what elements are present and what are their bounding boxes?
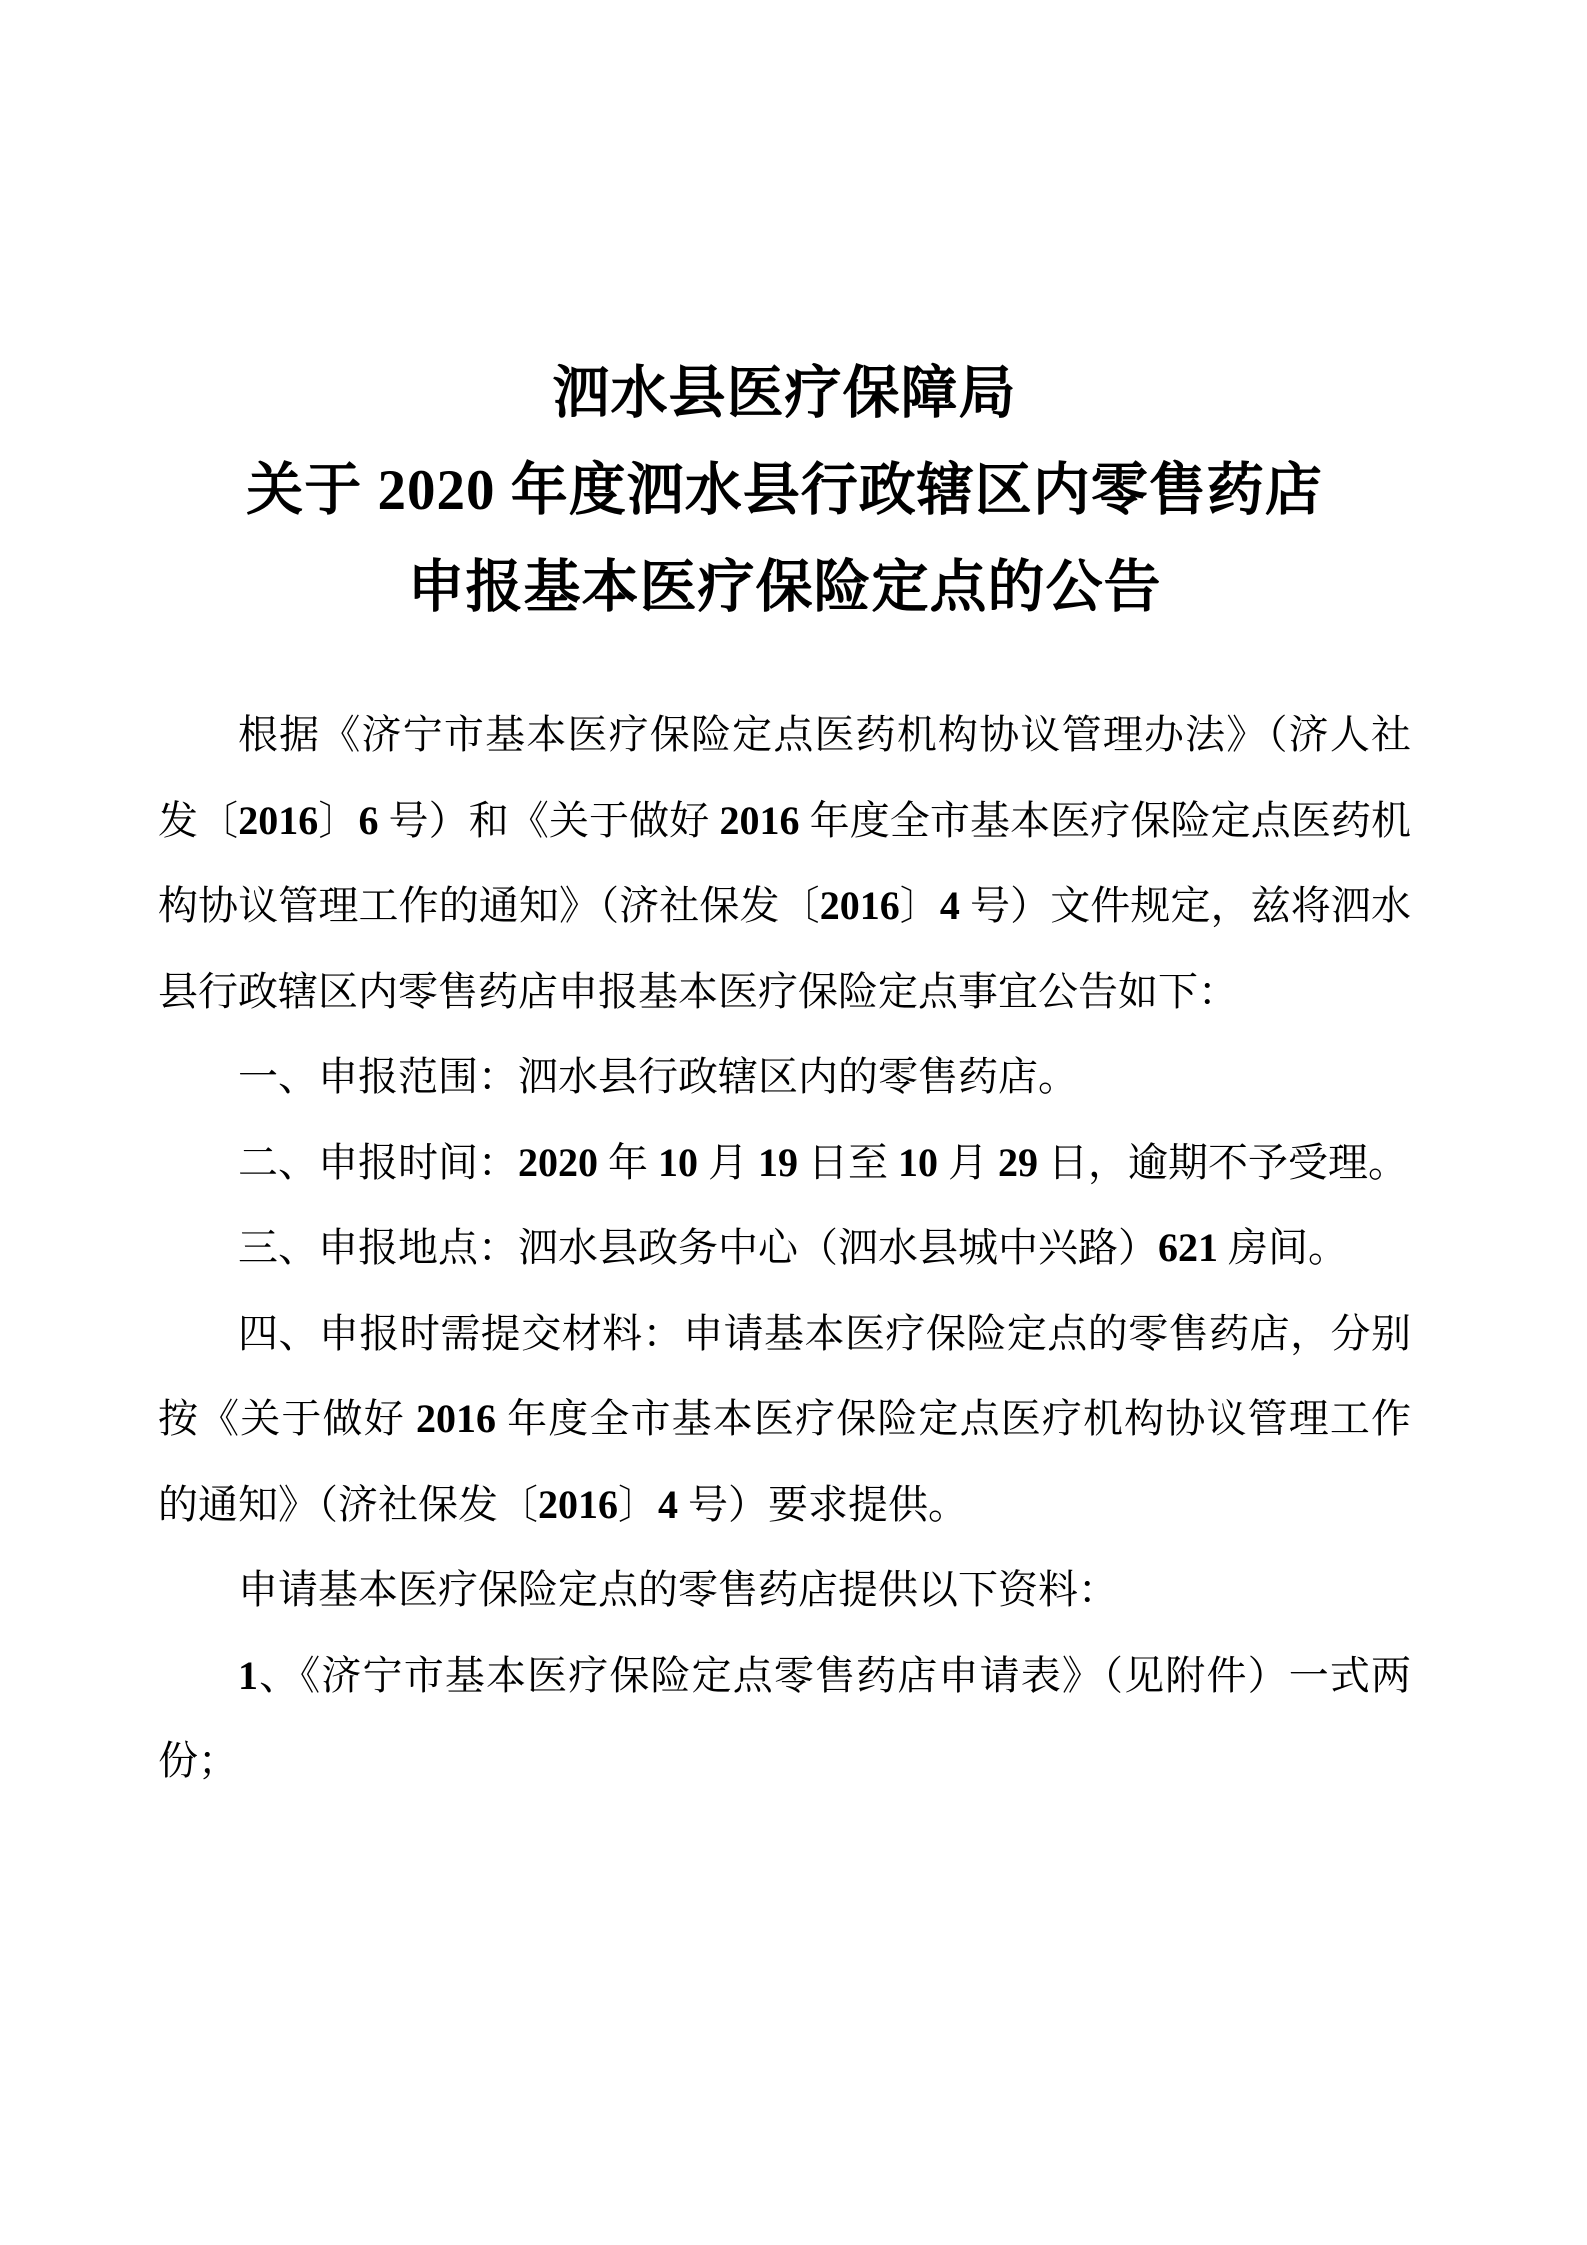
- text-segment: 〕: [318, 797, 359, 843]
- number-segment: 10: [658, 1139, 698, 1185]
- text-segment: 三、申报地点：泗水县政务中心（泗水县城中兴路）: [238, 1225, 1158, 1270]
- text-segment: 日，逾期不予受理。: [1038, 1139, 1408, 1185]
- paragraph-materials-intro: [158, 1547, 1411, 1633]
- document-title: [158, 345, 1411, 636]
- text-segment: 〕: [899, 883, 940, 928]
- text-segment: 年度全市基本医疗保险定点医药机构协议管理工作的通知》（济社保发〔: [158, 797, 1412, 928]
- number-segment: 621: [1158, 1225, 1218, 1270]
- text-segment: 申请基本医疗保险定点的零售药店提供以下资料：: [238, 1567, 1118, 1612]
- document-body: [158, 692, 1411, 1804]
- number-segment: 2016: [538, 1481, 618, 1527]
- text-segment: 、《济宁市基本医疗保险定点零售药店申请表》（见附件）一式两份；: [158, 1652, 1411, 1783]
- number-segment: 10: [898, 1139, 938, 1185]
- number-segment: 4: [939, 883, 960, 928]
- number-segment: 4: [658, 1481, 678, 1527]
- title-line-3: 申报基本医疗保险定点的公告: [407, 556, 1162, 619]
- number-segment: 2016: [719, 797, 800, 843]
- paragraph-basis: [158, 692, 1411, 1034]
- paragraph-item-3-place: [158, 1205, 1411, 1291]
- text-segment: 号）和《关于做好: [378, 797, 720, 843]
- number-segment: 2016: [238, 797, 319, 843]
- number-segment: 2020: [518, 1139, 598, 1185]
- text-segment: 月: [938, 1139, 998, 1185]
- text-segment: 〕: [618, 1481, 658, 1527]
- text-segment: 年: [598, 1139, 658, 1185]
- number-segment: 2016: [819, 883, 900, 928]
- text-segment: 二、申报时间：: [238, 1139, 518, 1185]
- number-segment: 19: [758, 1139, 798, 1185]
- number-segment: 1: [238, 1652, 258, 1698]
- paragraph-item-4-materials: [158, 1291, 1411, 1548]
- text-segment: 号）文件规定，兹将泗水县行政辖区内零售药店申报基本医疗保险定点事宜公告如下：: [158, 883, 1412, 1014]
- paragraph-item-2-time: [158, 1120, 1411, 1206]
- title-line-2: 关于 2020 年度泗水县行政辖区内零售药店: [246, 459, 1323, 522]
- text-segment: 日至: [798, 1139, 898, 1185]
- number-segment: 2016: [415, 1396, 496, 1441]
- text-segment: 号）要求提供。: [678, 1481, 968, 1527]
- paragraph-item-1-scope: [158, 1034, 1411, 1120]
- text-segment: 月: [698, 1139, 758, 1185]
- text-segment: 年度全市基本医疗保险定点医疗机构协议管理工作的通知》（济社保发〔: [158, 1396, 1412, 1527]
- text-segment: 房间。: [1218, 1225, 1348, 1270]
- text-segment: 根据《济宁市基本医疗保险定点医药机构协议管理办法》（济人社发〔: [158, 712, 1411, 843]
- title-line-1: 泗水县医疗保障局: [552, 362, 1017, 425]
- text-segment: 四、申报时需提交材料：申请基本医疗保险定点的零售药店，分别按《关于做好: [158, 1310, 1411, 1441]
- paragraph-material-item-1: [158, 1633, 1411, 1804]
- number-segment: 6: [358, 797, 379, 843]
- text-segment: 一、申报范围：泗水县行政辖区内的零售药店。: [238, 1054, 1078, 1099]
- number-segment: 29: [998, 1139, 1038, 1185]
